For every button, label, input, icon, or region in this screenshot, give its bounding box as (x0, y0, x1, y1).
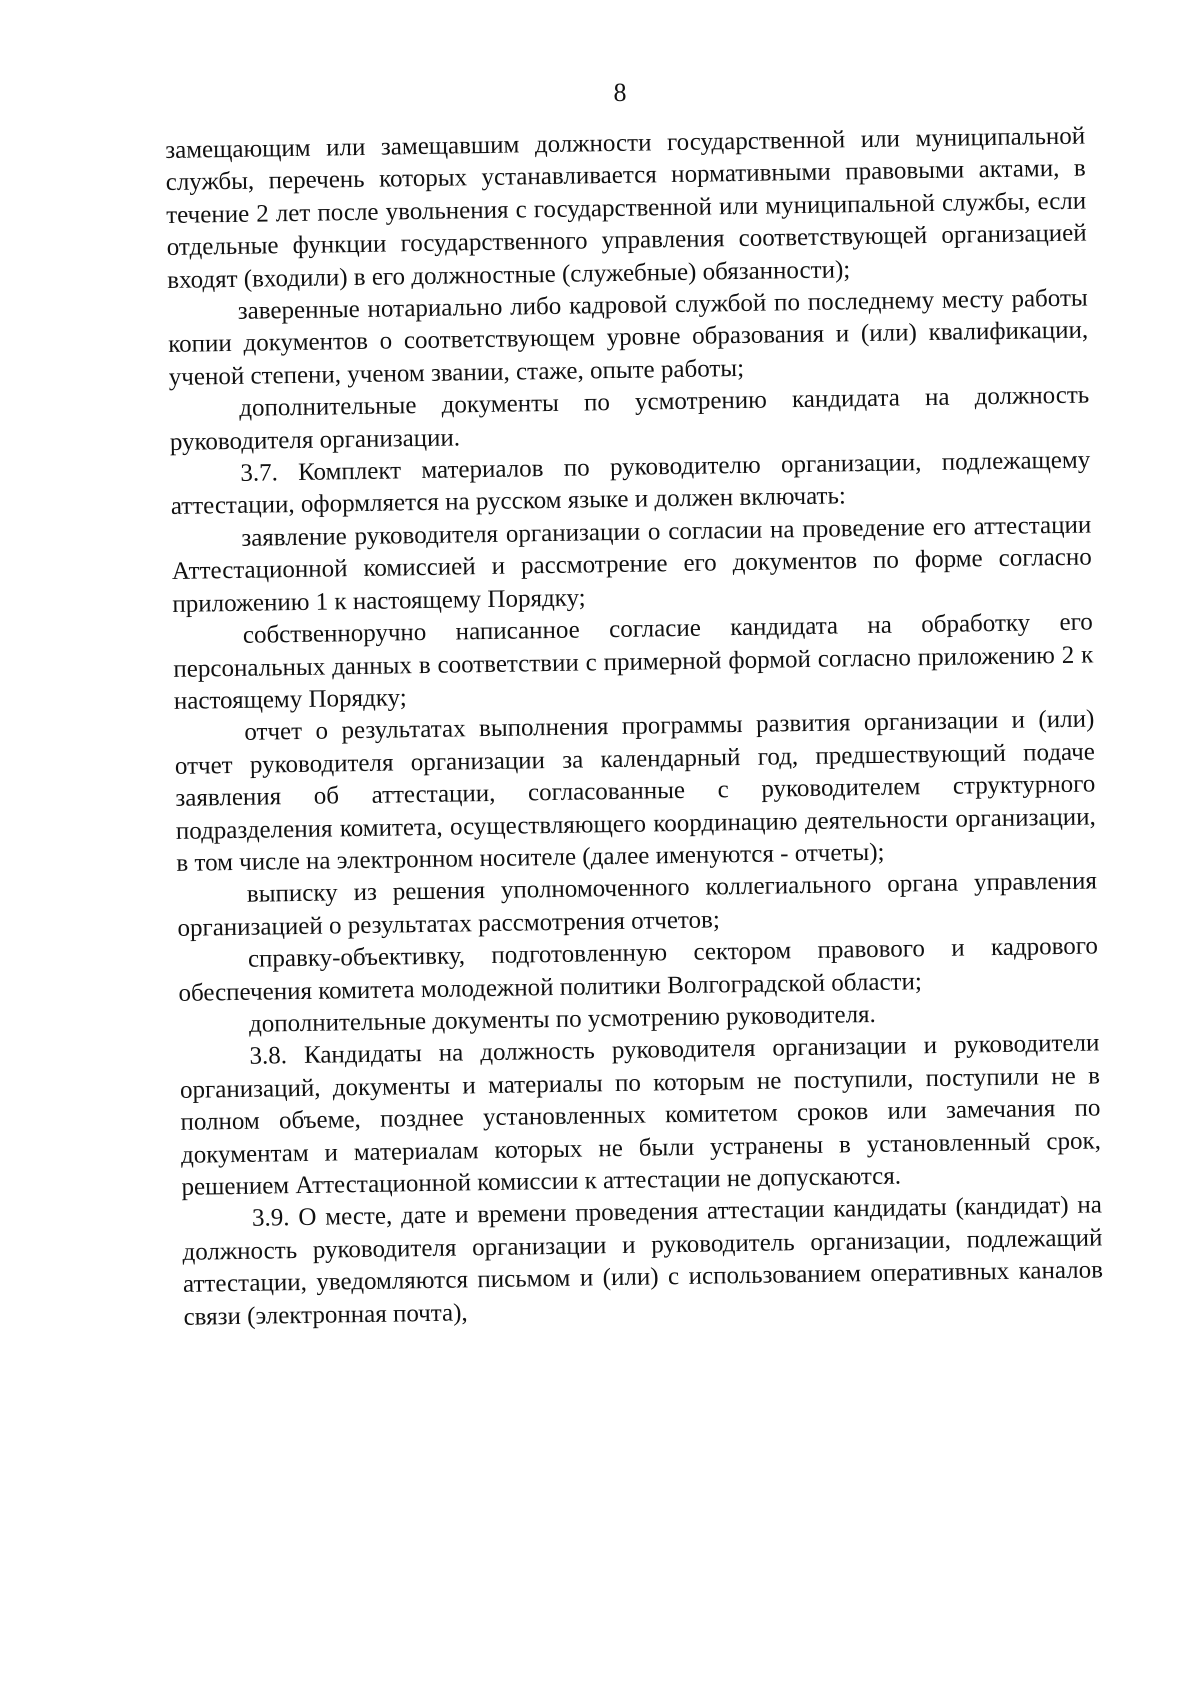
paragraph-additional-docs-candidate: дополнительные документы по усмотрению кандидата на должность руководителя организации. (169, 381, 1090, 456)
paragraph-reference: справку-объективку, подготовленную сектором правового и кадрового обеспечения комитета молодежной политики Волгоградской области; (178, 932, 1099, 1007)
paragraph-report: отчет о результатах выполнения программы развития организации и (или) отчет руководителя организации за календарный год, предшествующий подаче заявления об аттестации, согласованные с руководителем структурного подразделения комитета, осуществляющего координацию деятельности организации, в том числе на электронном носителе (далее именуются - отчеты); (174, 705, 1097, 877)
paragraph-3-8: 3.8. Кандидаты на должность руководителя организации и руководители организаций, документы и материалы по которым не поступили, поступили не в полном объеме, позднее установленных комитетом сроков или замечания по документам и материалам которых не были устранены в установленный срок, решением Аттестационной комиссии к аттестации не допускаются. (179, 1029, 1102, 1201)
paragraph-3-9: 3.9. О месте, дате и времени проведения аттестации кандидаты (кандидат) на должность руководителя организации и руководитель организации, подлежащий аттестации, уведомляются письмом и (или) с использованием оперативных каналов связи (электронная почта), (182, 1191, 1104, 1331)
document-body (165, 121, 1104, 1334)
paragraph-application: заявление руководителя организации о согласии на проведение его аттестации Аттестационной комиссией и рассмотрение его документов по форме согласно приложению 1 к настоящему Порядку; (171, 511, 1092, 618)
paragraph-extract: выписку из решения уполномоченного коллегиального органа управления организацией о результатах рассмотрения отчетов; (177, 867, 1098, 942)
paragraph-3-7: 3.7. Комплект материалов по руководителю организации, подлежащему аттестации, оформляется на русском языке и должен включать: (170, 446, 1091, 521)
page-number: 8 (613, 78, 627, 107)
paragraph-additional-docs-head: дополнительные документы по усмотрению руководителя. (248, 1000, 877, 1038)
paragraph-consent: собственноручно написанное согласие кандидата на обработку его персональных данных в соответствии с примерной формой согласно приложению 2 к настоящему Порядку; (173, 608, 1094, 715)
paragraph-certified-copies: заверенные нотариально либо кадровой службой по последнему месту работы копии документов о соответствующем уровне образования и (или) квалификации, ученой степени, ученом звании, стаже, опыте работы; (168, 284, 1089, 391)
paragraph-continuation: замещающим или замещавшим должности государственной или муниципальной службы, перечень которых устанавливается нормативными правовыми актами, в течение 2 лет после увольнения с государственной или муниципальной службы, если отдельные функции государственного управления соответствующей организацией входят (входили) в его должностные (служебные) обязанности); (165, 122, 1087, 294)
